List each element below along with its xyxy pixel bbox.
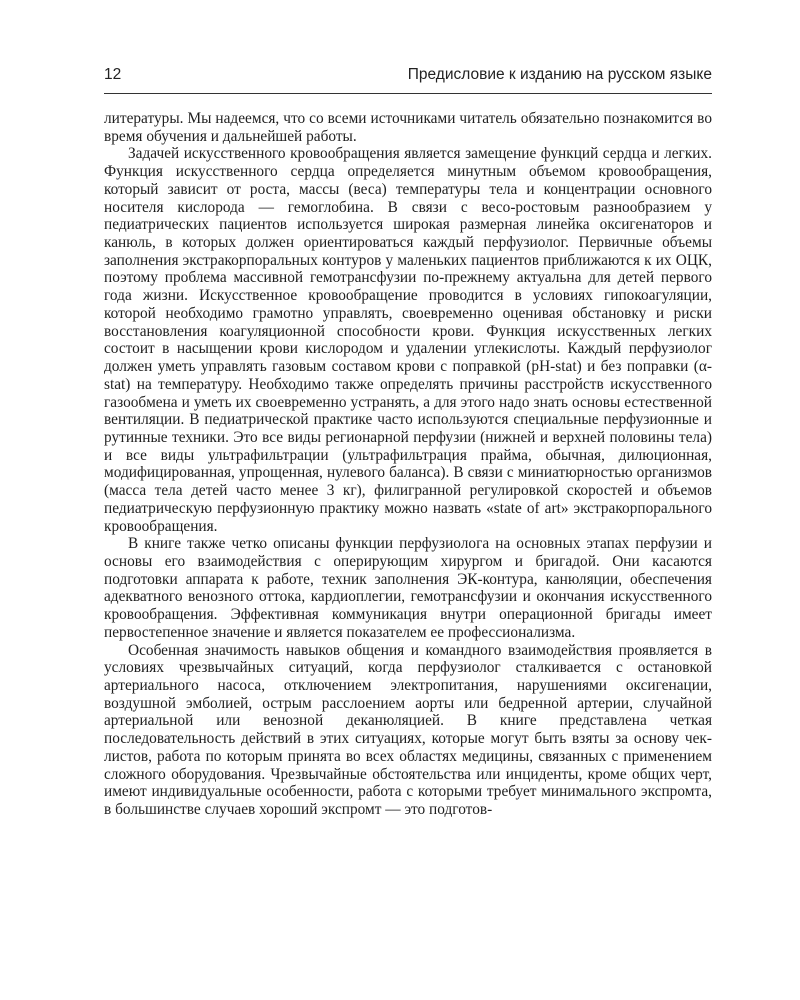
page-number: 12 [104, 66, 122, 83]
header-rule [104, 93, 712, 94]
paragraph-perfusionist-functions: В книге также четко описаны функции перфузиолога на основных этапах перфузии и основы его взаимодействия с оперирующим хирургом и бригадой. Они касаются подготовки аппарата к работе, техник заполнения ЭК-контура, канюляции, обеспечения адекватного венозного оттока, кардиоплегии, гемотрансфузии и окончания искусственного кровообращения. Эффективная коммуникация внутри операционной бригады имеет первостепенное значение и является показателем ее профессионализма. [104, 535, 712, 641]
paragraph-continued: литературы. Мы надеемся, что со всеми источниками читатель обязательно познакомится во время обучения и дальнейшей работы. [104, 110, 712, 145]
body-text [104, 110, 712, 819]
running-header-title: Предисловие к изданию на русском языке [407, 66, 712, 83]
paragraph-circulation-functions: Задачей искусственного кровообращения является замещение функций сердца и легких. Функция искусственного сердца определяется минутным объемом кровообращения, который зависит от роста, массы (веса) температуры тела и концентрации основного носителя кислорода — гемоглобина. В связи с весо-ростовым разнообразием у педиатрических пациентов используется широкая размерная линейка оксигенаторов и канюль, в которых должен ориентироваться каждый перфузиолог. Первичные объемы заполнения экстракорпоральных контуров у маленьких пациентов приближаются к их ОЦК, поэтому проблема массивной гемотрансфузии по-прежнему актуальна для детей первого года жизни. Искусственное кровообращение проводится в условиях гипокоагуляции, которой необходимо грамотно управлять, своевременно оценивая обстановку и риски восстановления коагуляционной способности крови. Функция искусственных легких состоит в насыщении крови кислородом и удалении углекислоты. Каждый перфузиолог должен уметь управлять газовым составом крови с поправкой (pH-stat) и без поправки (α-stat) на температуру. Необходимо также определять причины расстройств искусственного газообмена и уметь их своевременно устранять, а для этого надо знать основы естественной вентиляции. В педиатрической практике часто используются специальные перфузионные и рутинные техники. Это все виды регионарной перфузии (нижней и верхней половины тела) и все виды ультрафильтрации (ультрафильтрация прайма, обычная, дилюционная, модифицированная, упрощенная, нулевого баланса). В связи с миниатюрностью организмов (масса тела детей часто менее 3 кг), филигранной регулировкой скоростей и объемов педиатрическую перфузионную практику можно назвать «state of art» экстракорпорального кровообращения. [104, 145, 712, 535]
running-header [104, 66, 712, 86]
paragraph-emergency-situations: Особенная значимость навыков общения и командного взаимодействия проявляется в условиях чрезвычайных ситуаций, когда перфузиолог сталкивается с остановкой артериального насоса, отключением электропитания, нарушениями оксигенации, воздушной эмболией, острым расслоением аорты или бедренной артерии, случайной артериальной или венозной деканюляцией. В книге представлена четкая последовательность действий в этих ситуациях, которые могут быть взяты за основу чек-листов, работа по которым принята во всех областях медицины, связанных с применением сложного оборудования. Чрезвычайные обстоятельства или инциденты, кроме общих черт, имеют индивидуальные особенности, работа с которыми требует минимального экспромта, в большинстве случаев хороший экспромт — это подготов- [104, 641, 712, 819]
